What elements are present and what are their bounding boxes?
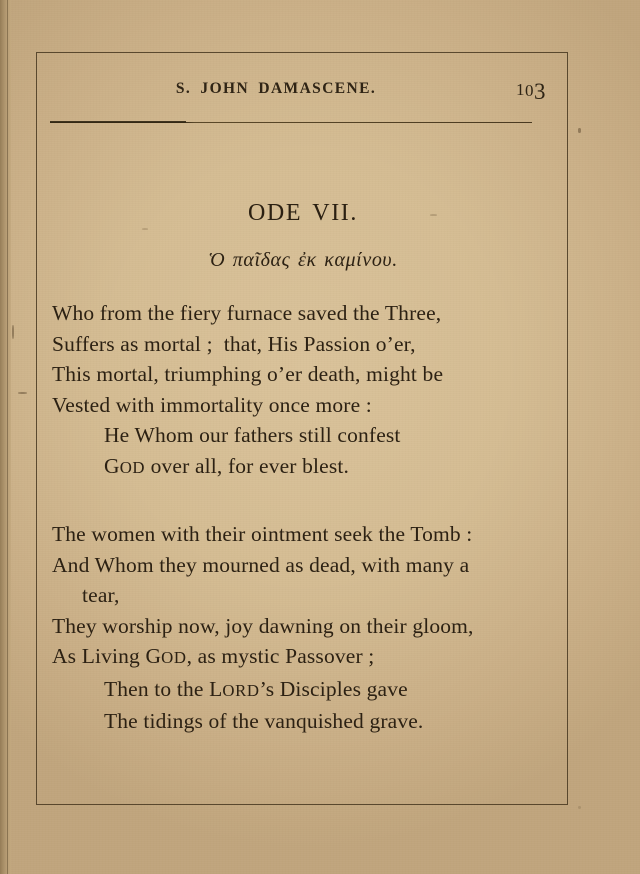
margin-speck <box>12 325 14 339</box>
page-number-digit: 3 <box>534 79 546 104</box>
verse-line: Vested with immortality once more : <box>52 392 372 417</box>
verse-line: And Whom they mourned as dead, with many a <box>52 552 470 577</box>
verse-text: over all, for ever blest. <box>145 453 349 478</box>
small-caps-divine-name: OD <box>161 648 187 667</box>
margin-speck <box>18 392 27 394</box>
verse-line: They worship now, joy dawning on their gloom, <box>52 613 474 638</box>
verse-line: Suffers as mortal ; that, His Passion o’er, <box>52 331 416 356</box>
stanza-one <box>52 298 554 483</box>
running-title: S. JOHN DAMASCENE. <box>175 80 377 97</box>
verse-line-runover: tear, <box>82 583 120 607</box>
poem-text-block <box>52 200 554 737</box>
small-caps-divine-name: ORD <box>222 680 260 700</box>
binding-edge-line <box>7 0 8 874</box>
binding-edge-shadow <box>0 0 11 874</box>
stanza-separator <box>52 483 554 519</box>
running-head <box>36 80 568 110</box>
verse-line: The women with their ointment seek the Tomb : <box>52 522 473 546</box>
verse-text: Then to the L <box>104 676 223 701</box>
header-rule-thick-segment <box>50 121 186 123</box>
verse-text: G <box>104 453 120 478</box>
margin-speck <box>578 128 581 133</box>
verse-text: ’s Disciples gave <box>259 676 408 701</box>
greek-subtitle: Ὁ παῖδας ἐκ καμίνου. <box>208 249 398 271</box>
verse-line <box>52 674 554 707</box>
verse-line: Who from the fiery furnace saved the Three, <box>52 301 442 325</box>
ode-title: ODE VII. <box>247 200 358 226</box>
verse-line: The tidings of the vanquished grave. <box>104 709 424 733</box>
verse-line: He Whom our fathers still confest <box>104 423 401 447</box>
verse-line <box>52 641 554 674</box>
page-number-digit: 1 <box>516 80 525 99</box>
stanza-two <box>52 519 554 737</box>
margin-speck <box>578 806 581 809</box>
verse-text: As Living G <box>52 644 162 668</box>
verse-line <box>52 451 554 484</box>
verse-line: This mortal, triumphing o’er death, might be <box>52 362 444 386</box>
page-number <box>516 76 546 102</box>
page-number-digit: 0 <box>525 81 534 100</box>
verse-text: , as mystic Passover ; <box>186 644 375 668</box>
small-caps-divine-name: OD <box>119 457 146 477</box>
